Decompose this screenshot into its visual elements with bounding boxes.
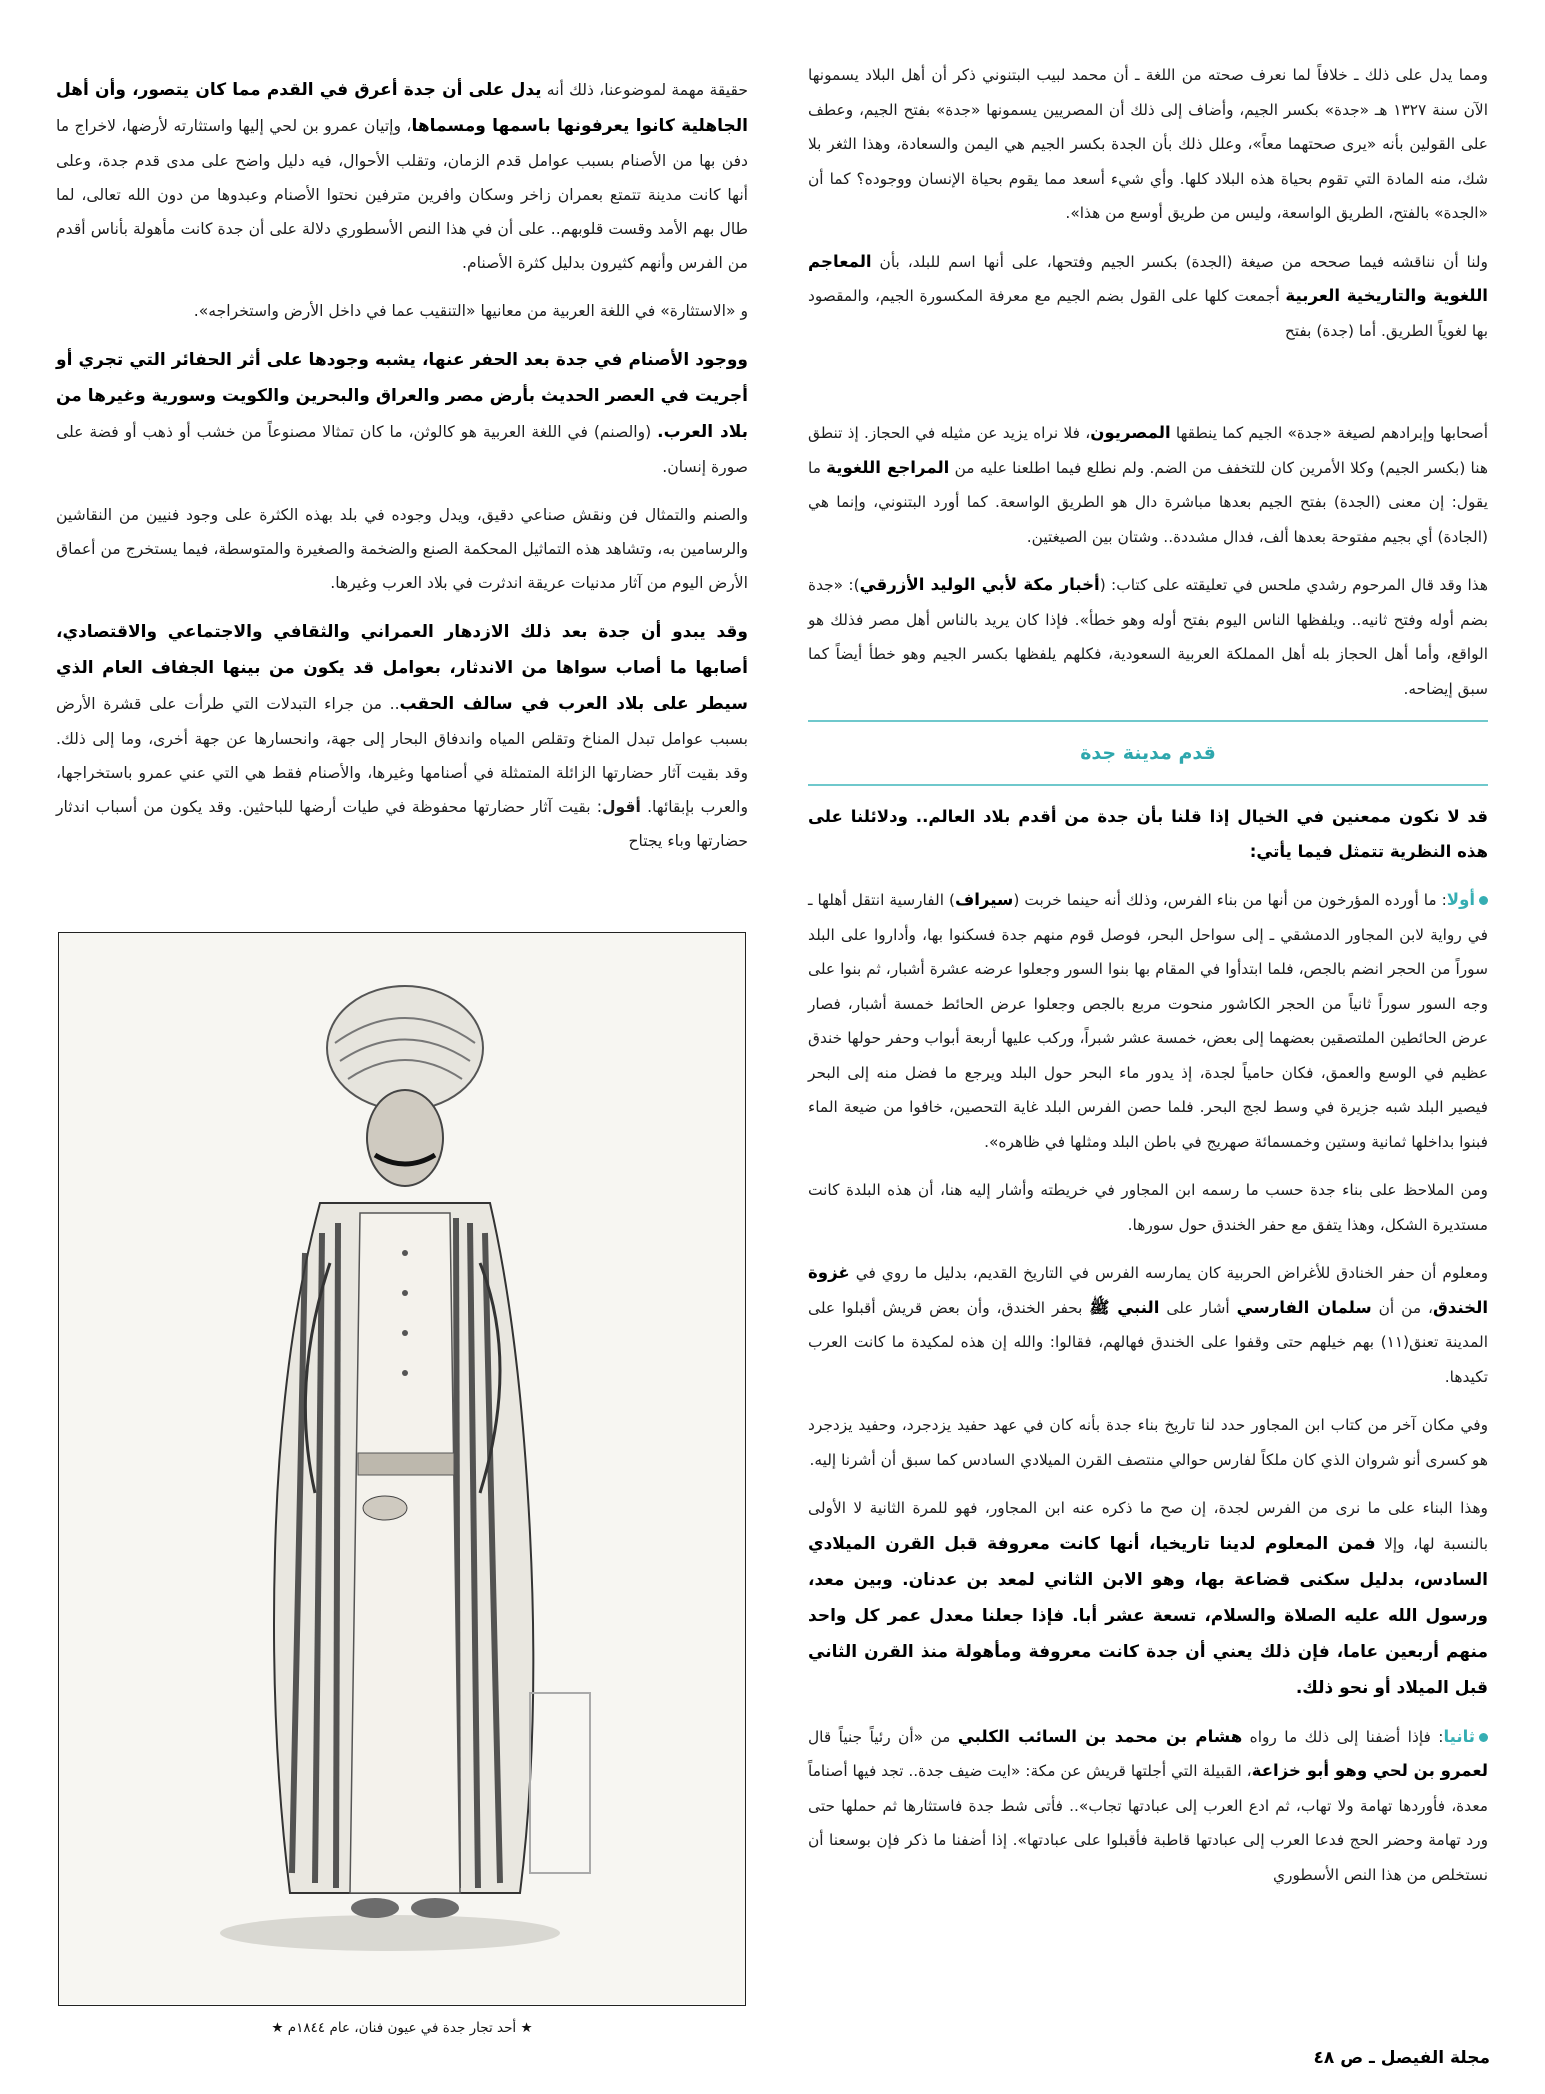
figure-caption: ★ أحد تجار جدة في عيون فنان، عام ١٨٤٤م ★ bbox=[271, 2020, 533, 2036]
paragraph: والصنم والتمثال فن ونقش صناعي دقيق، ويدل وجوده في بلد بهذه الكثرة على وجود فنيين من النقاشين والرسامين به، وتشاهد هذه التماثيل المحكمة الصنع والضخمة والصغيرة والمتوسطة، فيما يستخرج من أعماق الأرض اليوم من آثار مدنيات عريقة اندثرت في بلاد العرب وغيرها. bbox=[56, 506, 748, 592]
section-title: قدم مدينة جدة bbox=[1080, 742, 1216, 764]
paragraph: ولنا أن نناقشه فيما صححه من صيغة (الجدة) بكسر الجيم وفتحها، على أنها اسم للبلد، بأن المعاجم اللغوية والتاريخية العربية أجمعت كلها على القول بضم الجيم مع معرفة المكسورة الجيم، والمقصود بها لغوياً الطريق. أما (جدة) بفتح bbox=[808, 251, 1488, 340]
bullet-icon bbox=[1479, 1733, 1488, 1742]
figure bbox=[58, 932, 746, 2072]
paragraph: أولا: ما أورده المؤرخون من أنها من بناء الفرس، وذلك أنه حينما خربت (سيراف) الفارسية انتقل أهلها ـ في رواية لابن المجاور الدمشقي ـ إلى سواحل البحر، فوصل قوم منهم جدة فسكنوا بها، وأداروا على البلد سوراً من الحجر انضم بالجص، فلما ابتدأوا في المقام بها بنوا السور وجعلوا عرضه عشرة أشبار، ثم بنوا على وجه السور سوراً ثانياً من الحجر الكاشور منحوت مربع بالجص وجعلوا عرض الحائط خمسة أشبار، فصار عرض الحائطين الملتصقين بعضهما إلى بعض، خمسة عشر شبراً، وركب عليها أربعة أبواب وحفر حولها خندق عظيم في الوسع والعمق، فكان حامياً لجدة، إذ يدور ماء البحر حول البلد ويرجع ما فضل منه إلى البحر فيصير البلد شبه جزيرة في وسط لجج البحر. فلما حصن الفرس البلد غاية التحصين، خافوا من ضيعة الماء فبنوا بداخلها ثمانية وستين وخمسمائة صهريج في باطن البلد ومثلها في ظاهره». bbox=[808, 890, 1488, 1151]
paragraph: و «الاستثارة» في اللغة العربية من معانيها «التنقيب عما في داخل الأرض واستخراجه». bbox=[193, 302, 748, 320]
paragraph: قد لا نكون ممعنين في الخيال إذا قلنا بأن جدة من أقدم بلاد العالم.. ودلائلنا على هذه النظرية تتمثل فيما يأتي: bbox=[808, 807, 1488, 861]
engraving-frame bbox=[58, 932, 746, 2006]
paragraph: ثانيا: فإذا أضفنا إلى ذلك ما رواه هشام بن محمد بن السائب الكلبي من «أن رئياً جنياً قال لعمرو بن لحي وهو أبو خزاعة، القبيلة التي أجلتها قريش عن مكة: «ايت ضيف جدة.. تجد فيها أصناماً معدة، فأوردها تهامة ولا تهاب، ثم ادع العرب إلى عبادتها تجاب».. فأتى شط جدة فاستثارها ثم حملها حتى ورد تهامة وحضر الحج فدعا العرب إلى عبادتها قاطبة فأقبلوا على عبادتها». إذا أضفنا ما ذكر فإن بوسعنا أن نستخلص من هذا النص الأسطوري bbox=[808, 1726, 1488, 1884]
paragraph: وفي مكان آخر من كتاب ابن المجاور حدد لنا تاريخ بناء جدة بأنه كان في عهد حفيد يزدجرد، وحفيد يزدجرد هو كسرى أنو شروان الذي كان ملكاً لفارس حوالي منتصف القرن الميلادي السادس كما سبق أن أشرنا إليه. bbox=[808, 1416, 1488, 1469]
paragraph: ومن الملاحظ على بناء جدة حسب ما رسمه ابن المجاور في خريطته وأشار إليه هنا، أن هذه البلدة كانت مستديرة الشكل، وهذا يتفق مع حفر الخندق حول سورها. bbox=[808, 1181, 1488, 1234]
left-column bbox=[56, 72, 748, 872]
section-heading bbox=[808, 720, 1488, 786]
paragraph: هذا وقد قال المرحوم رشدي ملحس في تعليقته على كتاب: (أخبار مكة لأبي الوليد الأزرقي): «جدة بضم أوله وفتح ثانيه.. ويلفظها الناس اليوم بفتح أوله وهو خطأ». فإذا كان يريد بالناس أهل مصر فذلك هو الواقع، وأما أهل الحجاز بله أهل المملكة العربية السعودية، فكلهم يلفظها بكسر الجيم وهو خطأ أيضاً كما سبق إيضاحه. bbox=[808, 575, 1488, 698]
paragraph: ومعلوم أن حفر الخنادق للأغراض الحربية كان يمارسه الفرس في التاريخ القديم، بدليل ما روي في غزوة الخندق، من أن سلمان الفارسي أشار على النبي ﷺ بحفر الخندق، وأن بعض قريش أقبلوا على المدينة تعنق(١١) بهم خيلهم حتى وقفوا على الخندق فهالهم، فقالوا: والله إن هذه لمكيدة ما كانت العرب تكيدها. bbox=[808, 1263, 1489, 1386]
paragraph: ووجود الأصنام في جدة بعد الحفر عنها، يشبه وجودها على أثر الحفائر التي تجري أو أجريت في العصر الحديث بأرض مصر والعراق والبحرين والكويت وسورية وغيرها من بلاد العرب. (والصنم) في اللغة العربية هو كالوثن، ما كان تمثالا مصنوعاً من خشب أو ذهب أو فضة على صورة إنسان. bbox=[56, 350, 749, 476]
right-column bbox=[808, 58, 1488, 1906]
paragraph: وقد يبدو أن جدة بعد ذلك الازدهار العمراني والثقافي والاجتماعي والاقتصادي، أصابها ما أصاب سواها من الاندثار، بعوامل قد يكون من بينها الجفاف العام الذي سيطر على بلاد العرب في سالف الحقب.. من جراء التبدلات التي طرأت على قشرة الأرض بسبب عوامل تبدل المناخ وتقلص المياه واندفاق البحار إلى جهة، وانحسارها عن جهة أخرى، وما إلى ذلك. وقد بقيت آثار حضارتها الزائلة المتمثلة في أصنامها وغيرها، والأصنام فقط هي التي عني عمرو باستخراجها، والعرب بإبقائها. أقول: بقيت آثار حضارتها محفوظة في طيات أرضها للباحثين. وقد يكون من أسباب اندثار حضارتها وباء يجتاح bbox=[56, 622, 749, 850]
engraving-merchant-figure-icon bbox=[60, 933, 745, 2004]
paragraph: أصحابها وإبرادهم لصيغة «جدة» الجيم كما ينطقها المصريون، فلا نراه يزيد عن مثيله في الحجاز. إذ تنطق هنا (بكسر الجيم) وكلا الأمرين كان للتخفف من الضم. ولم نطلع فيما اطلعنا عليه من المراجع اللغوية ما يقول: إن معنى (الجدة) بفتح الجيم بعدها مباشرة دال هو الطريق الواسعة. كما أورد البتنوني، وإنما هي (الجادة) أي بجيم مفتوحة بعدها ألف، فدال مشددة.. وشتان بين الصيغتين. bbox=[808, 423, 1489, 546]
bullet-icon bbox=[1479, 896, 1488, 905]
page-footer: مجلة الفيصل ـ ص ٤٨ bbox=[1313, 2048, 1490, 2068]
paragraph: وهذا البناء على ما نرى من الفرس لجدة، إن صح ما ذكره عنه ابن المجاور، فهو للمرة الثانية لا الأولى بالنسبة لها، وإلا فمن المعلوم لدينا تاريخيا، أنها كانت معروفة قبل القرن الميلادي السادس، بدليل سكنى قضاعة بها، وهو الابن الثاني لمعد بن عدنان. وبين معد، ورسول الله عليه الصلاة والسلام، تسعة عشر أبا. فإذا جعلنا معدل عمر كل واحد منهم أربعين عاما، فإن ذلك يعني أن جدة كانت معروفة ومأهولة منذ القرن الثاني قبل الميلاد أو نحو ذلك. bbox=[808, 1499, 1488, 1698]
paragraph: ومما يدل على ذلك ـ خلافاً لما نعرف صحته من اللغة ـ أن محمد لبيب البتنوني ذكر أن أهل البلاد يسمونها الآن سنة ١٣٢٧ هـ «جدة» بكسر الجيم، وأضاف إلى ذلك أن المصريين يسمونها «جدة» بفتح الجيم، وعطف على القولين بأنه «يرى صحتهما معاً»، وعلل ذلك بأن الجدة بكسر الجيم هي اليمن والسعادة، وهذا الثغر بلا شك، منه المادة التي تقوم بحياة هذه البلاد كلها. وأي شيء أسعد مما يقوم بحياة الإنسان ووجوده؟ كما أن «الجدة» بالفتح، الطريق الواسعة، وليس من طريق أوسع من هذا». bbox=[808, 66, 1488, 222]
paragraph: حقيقة مهمة لموضوعنا، ذلك أنه يدل على أن جدة أعرق في القدم مما كان يتصور، وأن أهل الجاهلية كانوا يعرفونها باسمها ومسماها، وإتيان عمرو بن لحي إليها واستثارته لأرضها، لاخراج ما دفن بها من الأصنام بسبب عوامل قدم الزمان، وتقلب الأحوال، فيه دليل واضح على مدى قدم جدة، وعلى أنها كانت مدينة تتمتع بعمران زاخر وسكان وافرين مترفين نحتوا الأصنام وعبدوها من دون الله تعالى، لما طال بهم الأمد وقست قلوبهم.. على أن في هذا النص الأسطوري دلالة على أن جدة كانت مأهولة بأناس أقدم من الفرس وأنهم كثيرون بدليل كثرة الأصنام. bbox=[56, 80, 748, 272]
